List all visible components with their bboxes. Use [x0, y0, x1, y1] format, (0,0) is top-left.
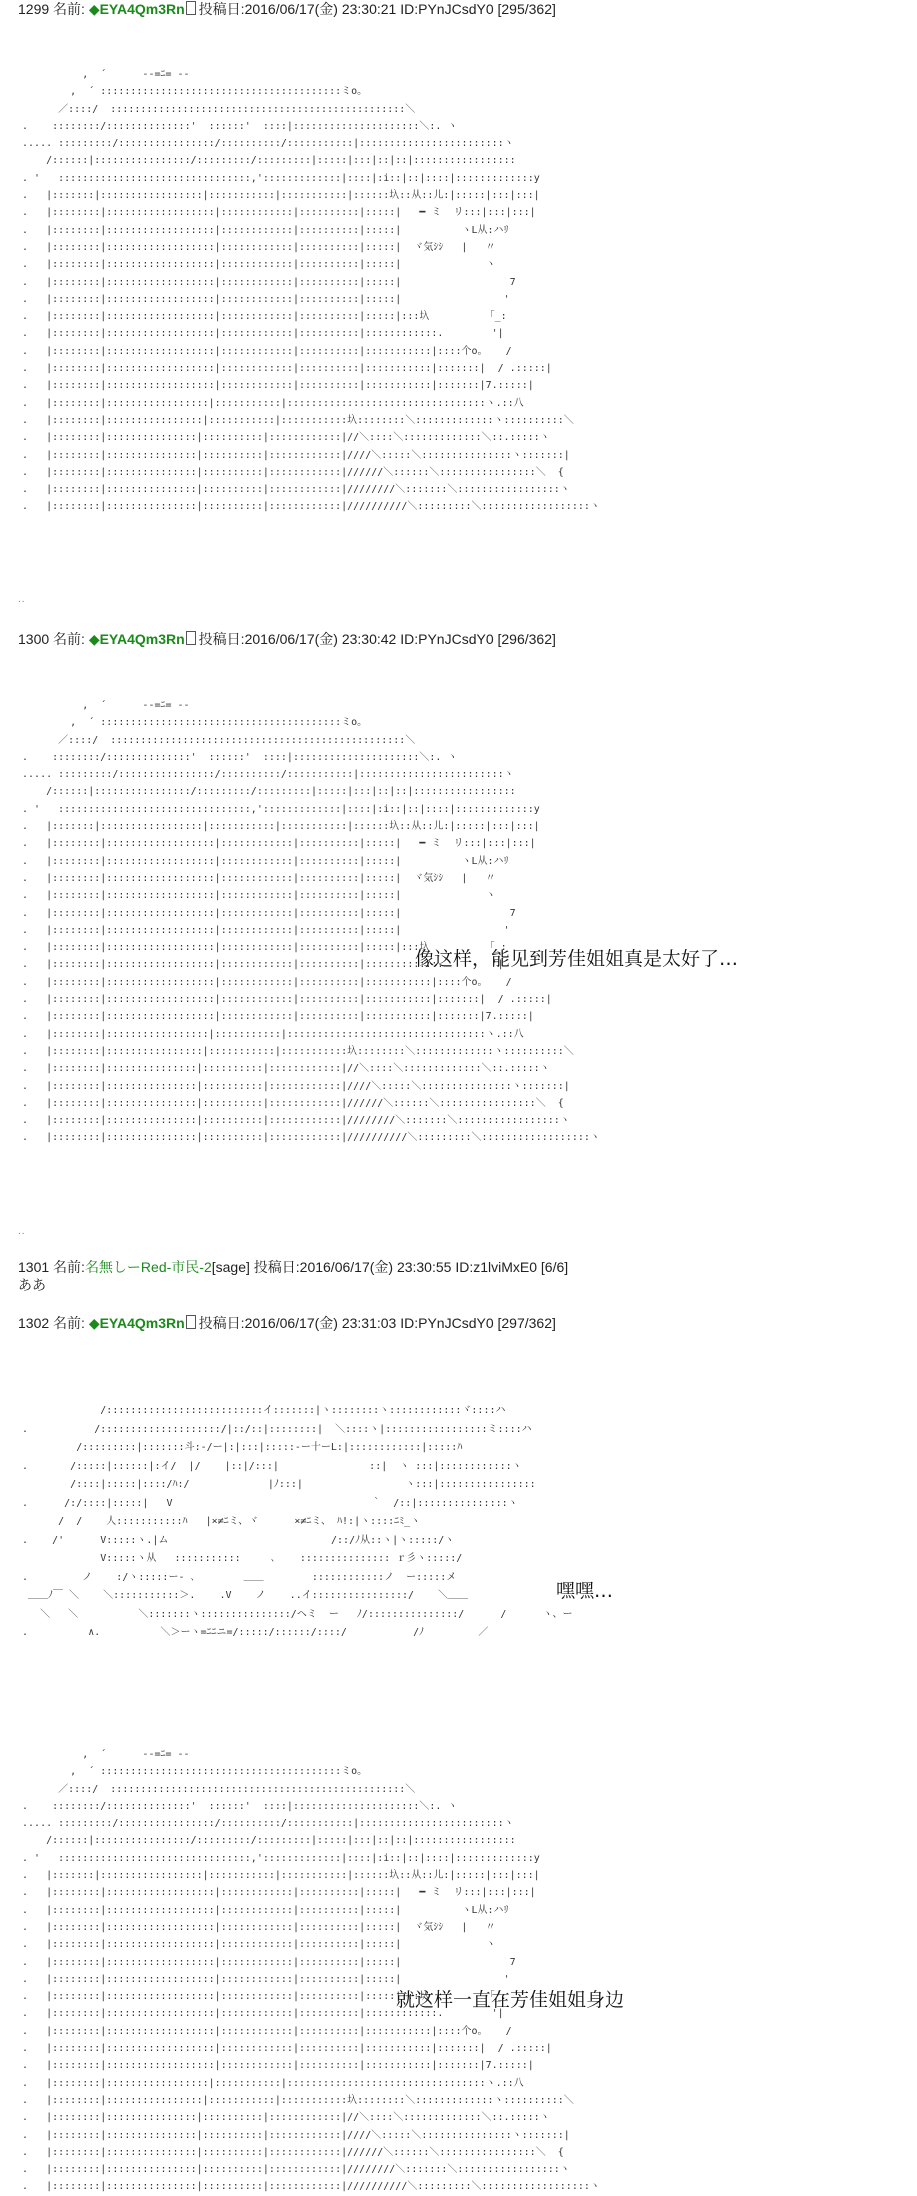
post-count: [295/362]	[497, 1, 556, 17]
poster-id[interactable]: ID:PYnJCsdY0	[400, 1, 494, 17]
post-date: 2016/06/17(金) 23:30:42	[244, 631, 397, 647]
date-label: 投稿日:	[198, 1, 245, 17]
post-body: ああ	[18, 1277, 46, 1293]
post-number: 1300	[18, 631, 50, 647]
ascii-art-girl-side: , ´ --=ﾆ= -- , ´ ::::::::::::::::::::::::::::::::::::::::ミo。 ／::::/ :::::::::::::::::::::::::::::::::::::::::::::::::＼ . ::::::::/::::::::::::::' ::::::' ::::|:::::::::::::::::::::＼:. ヽ ..... :::::::::/::::::::::::::::/::::::::::/:::::::::::|::::::::::::::::::::::::ヽ /::::::|::::::::::::::::/:::::::::/:::::::::|:::::|:::|::|::|::::::::::::::::: . ' ::::::::::::::::::::::::::::::::,':::::::::::::|::::|:i::|::|::::|:::::::::::::y . |:::::::|:::::::::::::::::|:::::::::::|:::::::::::|::::::圦::从::儿:|:::::|:::|:::| . |::::::::|::::::::::::::::::|::::::::::::|::::::::::|:::::| ━ ミ リ:::|:::|:::| . |::::::::|::::::::::::::::::|::::::::::::|::::::::::|:::::| ヽL从:ハﾘ . |::::::::|::::::::::::::::::|::::::::::::|::::::::::|:::::| ヾ気ｼｼ | 〃 . |::::::::|::::::::::::::::::|::::::::::::|::::::::::|:::::| ヽ . |::::::::|::::::::::::::::::|::::::::::::|::::::::::|:::::| 7 . |::::::::|::::::::::::::::::|::::::::::::|::::::::::|:::::| ' . |::::::::|::::::::::::::::::|::::::::::::|::::::::::|:::::|:::圦 ｢_: . |::::::::|::::::::::::::::::|::::::::::::|::::::::::|::::::::::::. '| . |::::::::|::::::::::::::::::|::::::::::::|::::::::::|:::::::::::|::::个o。 / . |::::::::|::::::::::::::::::|::::::::::::|::::::::::|:::::::::::|:::::::| / .:::::| . |::::::::|::::::::::::::::::|::::::::::::|::::::::::|:::::::::::|:::::::|7.:::::| . |::::::::|:::::::::::::::::|:::::::::::|:::::::::::::::::::::::::::::::::ヽ.::八 . |::::::::|::::::::::::::::|:::::::::::|:::::::::::圦::::::::＼:::::::::::::ヽ::::::::::＼ . |::::::::|:::::::::::::::|::::::::::|::::::::::::|//＼::::＼:::::::::::::＼::.:::::ヽ . |::::::::|:::::::::::::::|::::::::::|::::::::::::|////＼:::::＼:::::::::::::::ヽ:::::::| . |::::::::|:::::::::::::::|::::::::::|::::::::::::|//////＼::::::＼::::::::::::::::＼ { . |::::::::|:::::::::::::::|::::::::::|::::::::::::|////////＼:::::::＼:::::::::::::::::ヽ . |::::::::|:::::::::::::::|::::::::::|::::::::::::|//////////＼:::::::::＼::::::::::::::::::ヽ	[22, 1749, 600, 2193]
date-label: 投稿日:	[198, 631, 245, 647]
poster-trip[interactable]: ◆EYA4Qm3Rn	[88, 1, 185, 17]
missing-glyph-icon	[186, 631, 196, 645]
dialogue-text-partial: 就这样一直在芳佳姐姐身边	[396, 1989, 625, 2011]
name-label: 名前:	[53, 1315, 85, 1331]
post-number: 1299	[18, 1, 50, 17]
poster-id[interactable]: ID:PYnJCsdY0	[400, 631, 494, 647]
poster-name[interactable]: 名無しーRed-市民-2	[84, 1259, 212, 1275]
name-label: 名前:	[53, 1, 85, 17]
name-label: 名前:	[53, 631, 85, 647]
dialogue-text: 嘿嘿…	[556, 1580, 614, 1602]
post-date: 2016/06/17(金) 23:31:03	[244, 1315, 397, 1331]
post-count: [6/6]	[540, 1259, 569, 1275]
ascii-art-girl-side: , ´ --=ﾆ= -- , ´ ::::::::::::::::::::::::::::::::::::::::ミo。 ／::::/ :::::::::::::::::::::::::::::::::::::::::::::::::＼ . ::::::::/::::::::::::::' ::::::' ::::|:::::::::::::::::::::＼:. ヽ ..... :::::::::/::::::::::::::::/::::::::::/:::::::::::|::::::::::::::::::::::::ヽ /::::::|::::::::::::::::/:::::::::/:::::::::|:::::|:::|::|::|::::::::::::::::: . ' ::::::::::::::::::::::::::::::::,':::::::::::::|::::|:i::|::|::::|:::::::::::::y . |:::::::|:::::::::::::::::|:::::::::::|:::::::::::|::::::圦::从::儿:|:::::|:::|:::| . |::::::::|::::::::::::::::::|::::::::::::|::::::::::|:::::| ━ ミ リ:::|:::|:::| . |::::::::|::::::::::::::::::|::::::::::::|::::::::::|:::::| ヽL从:ハﾘ . |::::::::|::::::::::::::::::|::::::::::::|::::::::::|:::::| ヾ気ｼｼ | 〃 . |::::::::|::::::::::::::::::|::::::::::::|::::::::::|:::::| ヽ . |::::::::|::::::::::::::::::|::::::::::::|::::::::::|:::::| 7 . |::::::::|::::::::::::::::::|::::::::::::|::::::::::|:::::| ' . |::::::::|::::::::::::::::::|::::::::::::|::::::::::|:::::|:::圦 ｢_: . |::::::::|::::::::::::::::::|::::::::::::|::::::::::|::::::::::::. '| . |::::::::|::::::::::::::::::|::::::::::::|::::::::::|:::::::::::|::::个o。 / . |::::::::|::::::::::::::::::|::::::::::::|::::::::::|:::::::::::|:::::::| / .:::::| . |::::::::|::::::::::::::::::|::::::::::::|::::::::::|:::::::::::|:::::::|7.:::::| . |::::::::|:::::::::::::::::|:::::::::::|:::::::::::::::::::::::::::::::::ヽ.::八 . |::::::::|::::::::::::::::|:::::::::::|:::::::::::圦::::::::＼:::::::::::::ヽ::::::::::＼ . |::::::::|:::::::::::::::|::::::::::|::::::::::::|//＼::::＼:::::::::::::＼::.:::::ヽ . |::::::::|:::::::::::::::|::::::::::|::::::::::::|////＼:::::＼:::::::::::::::ヽ:::::::| . |::::::::|:::::::::::::::|::::::::::|::::::::::::|//////＼::::::＼::::::::::::::::＼ { . |::::::::|:::::::::::::::|::::::::::|::::::::::::|////////＼:::::::＼:::::::::::::::::ヽ . |::::::::|:::::::::::::::|::::::::::|::::::::::::|//////////＼:::::::::＼::::::::::::::::::ヽ	[22, 69, 600, 513]
date-label: 投稿日:	[253, 1259, 300, 1275]
post-count: [297/362]	[497, 1315, 556, 1331]
post-number: 1301	[18, 1259, 50, 1275]
missing-glyph-icon	[186, 1315, 196, 1329]
separator-dots: ..	[18, 594, 26, 605]
post-date: 2016/06/17(金) 23:30:55	[299, 1259, 452, 1275]
name-label: 名前:	[53, 1259, 85, 1275]
missing-glyph-icon	[186, 1, 196, 15]
post-header-1300	[18, 630, 556, 648]
poster-trip[interactable]: ◆EYA4Qm3Rn	[88, 631, 185, 647]
poster-mail: [sage]	[211, 1259, 250, 1275]
dialogue-text: 像这样，能见到芳佳姐姐真是太好了…	[415, 948, 739, 970]
poster-id[interactable]: ID:z1lviMxE0	[455, 1259, 538, 1275]
post-header-1301	[18, 1258, 568, 1276]
separator-dots: ..	[18, 1226, 26, 1237]
post-header-1299	[18, 0, 556, 18]
post-header-1302	[18, 1314, 556, 1332]
post-number: 1302	[18, 1315, 50, 1331]
post-count: [296/362]	[497, 631, 556, 647]
poster-id[interactable]: ID:PYnJCsdY0	[400, 1315, 494, 1331]
ascii-art-girl-side: , ´ --=ﾆ= -- , ´ ::::::::::::::::::::::::::::::::::::::::ミo。 ／::::/ :::::::::::::::::::::::::::::::::::::::::::::::::＼ . ::::::::/::::::::::::::' ::::::' ::::|:::::::::::::::::::::＼:. ヽ ..... :::::::::/::::::::::::::::/::::::::::/:::::::::::|::::::::::::::::::::::::ヽ /::::::|::::::::::::::::/:::::::::/:::::::::|:::::|:::|::|::|::::::::::::::::: . ' ::::::::::::::::::::::::::::::::,':::::::::::::|::::|:i::|::|::::|:::::::::::::y . |:::::::|:::::::::::::::::|:::::::::::|:::::::::::|::::::圦::从::儿:|:::::|:::|:::| . |::::::::|::::::::::::::::::|::::::::::::|::::::::::|:::::| ━ ミ リ:::|:::|:::| . |::::::::|::::::::::::::::::|::::::::::::|::::::::::|:::::| ヽL从:ハﾘ . |::::::::|::::::::::::::::::|::::::::::::|::::::::::|:::::| ヾ気ｼｼ | 〃 . |::::::::|::::::::::::::::::|::::::::::::|::::::::::|:::::| ヽ . |::::::::|::::::::::::::::::|::::::::::::|::::::::::|:::::| 7 . |::::::::|::::::::::::::::::|::::::::::::|::::::::::|:::::| ' . |::::::::|::::::::::::::::::|::::::::::::|::::::::::|:::::|:::圦 ｢_: . |::::::::|::::::::::::::::::|::::::::::::|::::::::::|::::::::::::. '| . |::::::::|::::::::::::::::::|::::::::::::|::::::::::|:::::::::::|::::个o。 / . |::::::::|::::::::::::::::::|::::::::::::|::::::::::|:::::::::::|:::::::| / .:::::| . |::::::::|::::::::::::::::::|::::::::::::|::::::::::|:::::::::::|:::::::|7.:::::| . |::::::::|:::::::::::::::::|:::::::::::|:::::::::::::::::::::::::::::::::ヽ.::八 . |::::::::|::::::::::::::::|:::::::::::|:::::::::::圦::::::::＼:::::::::::::ヽ::::::::::＼ . |::::::::|:::::::::::::::|::::::::::|::::::::::::|//＼::::＼:::::::::::::＼::.:::::ヽ . |::::::::|:::::::::::::::|::::::::::|::::::::::::|////＼:::::＼:::::::::::::::ヽ:::::::| . |::::::::|:::::::::::::::|::::::::::|::::::::::::|//////＼::::::＼::::::::::::::::＼ { . |::::::::|:::::::::::::::|::::::::::|::::::::::::|////////＼:::::::＼:::::::::::::::::ヽ . |::::::::|:::::::::::::::|::::::::::|::::::::::::|//////////＼:::::::::＼::::::::::::::::::ヽ	[22, 700, 600, 1144]
date-label: 投稿日:	[198, 1315, 245, 1331]
poster-trip[interactable]: ◆EYA4Qm3Rn	[88, 1315, 185, 1331]
ascii-art-girl-smile: /::::::::::::::::::::::::::イ:::::::|ヽ::::::::ヽ::::::::::::ヾ::::ハ . /::::::::::::::::::::/|::/::|::::::::| ＼::::ヽ|:::::::::::::::::ミ::::ハ /:::::::::|:::::::斗:-/ー|:|:::|:::::-ー十ーL:|::::::::::::|:::::ﾊ . /:::::|::::::|:イ/ |/ |::|/:::| ::| ヽ :::|::::::::::::ヽ /::::|:::::|::::/ﾊ:/ |ﾉ:::| ヽ:::|:::::::::::::::: . /:/::::|:::::| V ｀ /::|:::::::::::::::ヽ / / 人:::::::::::ﾊ |×≠ﾆミ、ヾ ×≠ﾆミ、 ﾊ!:|ヽ::::ﾆﾐ_ヽ . /' V:::::ヽ.|ム /::/ﾉ从::ヽ|ヽ:::::/ヽ V:::::ヽ从 ::::::::::: ､ ::::::::::::::: ｒ彡ヽ:::::/ . ノ :/ヽ:::::ー- ､ ＿＿ ::::::::::::ノ ー:::::メ ＿＿ﾉ￣ ＼ ＼:::::::::::＞. .V ノ ..イ::::::::::::::::/ ＼＿＿ ＼ ＼ ＼:::::::ヽ:::::::::::::::/ヘミ ー ﾉ/:::::::::::::::/ / ヽ、ー . ∧. ＼＞ーヽ=ﾆﾆニ=/:::::/::::::/::::/ /ﾉ ／	[22, 1405, 573, 1638]
post-date: 2016/06/17(金) 23:30:21	[244, 1, 397, 17]
